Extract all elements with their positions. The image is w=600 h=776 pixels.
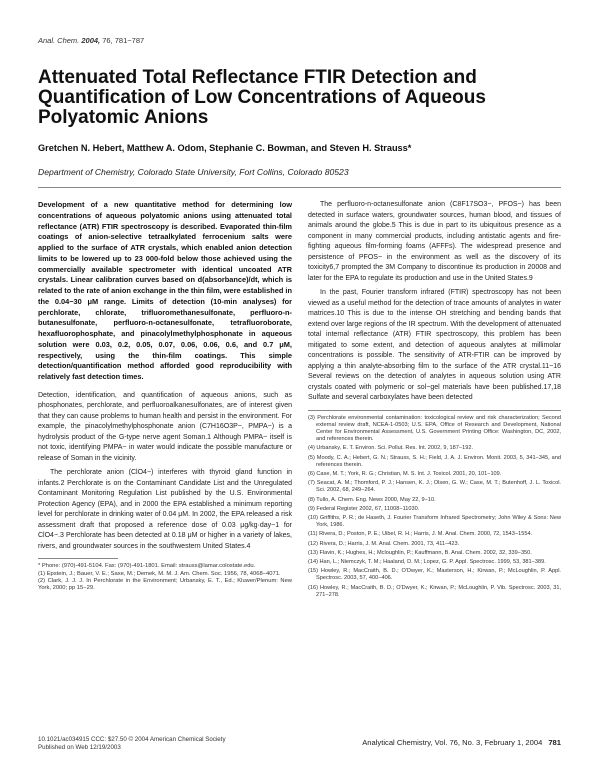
footer-citation: Analytical Chemistry, Vol. 76, No. 3, February 1, 2004 xyxy=(362,738,543,747)
reference-item: (14) Han, L.; Niemczyk, T. M.; Haaland, D. M.; Lopez, G. P. Appl. Spectrosc. 1999, 53, 381−389. xyxy=(308,558,546,565)
author-list: Gretchen N. Hebert, Matthew A. Odom, Stephanie C. Bowman, and Steven H. Strauss* xyxy=(38,143,412,153)
journal-volume-pages: 76, 781−787 xyxy=(102,36,145,45)
reference-item: (3) Perchlorate environmental contamination: toxicological review and risk characterization; Second external review draft, NCEA-1-0503; U.S. EPA, Office of Research and Development, National Center for Environmental Assessment, U.S. Government Printing Office: Washington, DC, 2002, and references therein. xyxy=(308,414,561,443)
right-column xyxy=(308,200,561,601)
page-number: 781 xyxy=(548,738,561,747)
abstract: Development of a new quantitative method for determining low concentrations of aqueous polyatomic anions using attenuated total reflectance (ATR) FTIR spectroscopy is described. Evaporated thin-film coatings of anion-selective tetraalkylated ferrocenium salts were applied to the surface of ATR crystals, which enabled anion detection limits to be lowered up to 23 000-fold below those achieved using the commercially available spectrometer with identical uncoated ATR crystals. Linear calibration curves based on d(absorbance)/dt, which is related to the rate of anion exchange in the thin film, were established in the 0.04−30 μM range. Limits of detection (10-min analyses) for perchlorate, chlorate, trifluoromethanesulfonate, perfluoro-n-butanesulfonate, perfluoro-n-octanesulfonate, tetrafluoroborate, hexafluorophosphate, and pinacolylmethylphosphonate in aqueous solution were 0.03, 0.2, 0.05, 0.07, 0.06, 0.06, 0.6, and 0.7 μM, respectively, using the thin-film coatings. This simple detection/quantification method afforded good reproducibility with relatively fast detection times. xyxy=(38,200,292,381)
reference-item: (10) Griffiths, P. R.; de Haseth, J. Fourier Transform Infrared Spectrometry; John Wiley & Sons: New York, 1986. xyxy=(308,514,561,529)
corresponding-author-footnote: * Phone: (970)-491-5104. Fax: (970)-491-1801. Email: strauss@lamar.colostate.edu. xyxy=(38,563,256,570)
body-paragraph: Detection, identification, and quantification of aqueous anions, such as phosphonates, perchlorate, and perfluoroalkanesulfonates, are of interest given that they can cause problems to human health and persist in the environment. For example, the pinacolylmethylphosphonate anion (C7H16O3P−, PMPA−) is a hydrolysis product of the G-type nerve agent Soman.1 Although PMPA− itself is not toxic, identifying PMPA− in water would indicate the possible manufacture or release of Soman in the vicinity. xyxy=(38,391,292,462)
reference-item: (6) Case, M. T.; York, R. G.; Christian, M. S. Int. J. Toxicol. 2001, 20, 101−109. xyxy=(308,470,502,477)
footnote-divider xyxy=(38,558,118,559)
journal-citation-header xyxy=(38,36,144,45)
page-footer xyxy=(330,738,561,747)
reference-item: (15) Howley, R.; MacCraith, B. D.; O'Dwyer, K.; Masterson, H.; Kirwan, P.; McLoughlin, P. Appl. Spectrosc. 2003, 57, 400−406. xyxy=(308,568,561,582)
references-divider xyxy=(308,410,561,411)
journal-name: Anal. Chem. xyxy=(38,36,80,45)
header-divider xyxy=(38,187,561,188)
reference-item: (16) Howley, R.; MacCraith, B. D.; O'Dwyer, K.; Kirwan, P.; McLoughlin, P. Vib. Spectrosc. 2003, 31, 271−278. xyxy=(308,584,561,598)
published-date: Published on Web 12/19/2003 xyxy=(38,744,121,751)
reference-item: (13) Flavin, K.; Hughes, H.; Mcloughlin, P.; Kauffmann, B. Anal. Chem. 2002, 32, 339−350. xyxy=(308,549,532,556)
reference-item: (9) Federal Register 2002, 67, 11008−11030. xyxy=(308,505,420,512)
reference-item: (5) Moody, C. A.; Hebert, G. N.; Strauss, S. H.; Field, J. A. J. Environ. Monit. 2003, 5, 341−345, and references therein. xyxy=(308,454,561,468)
reference-item: (4) Urbansky, E. T. Environ. Sci. Pollut. Res. Int. 2002, 9, 187−192. xyxy=(308,445,474,452)
reference-list xyxy=(308,415,561,599)
body-paragraph: The perfluoro-n-octanesulfonate anion (C8F17SO3−, PFOS−) has been detected in surface waters, groundwater sources, human blood, and tissues of animals around the globe.5 This is due in part to its ubiquitous presence as a component in many commercial products, including antistatic agents and fire-fighting aqueous film-forming foams (AFFFs). The widespread presence and persistence of PFOS− in the environment as well as the discovery of its toxicity6,7 prompted the 3M Company to discontinue its production in 20008 and later for the EPA to regulate its production and use in the United States.9 xyxy=(308,201,561,282)
left-column xyxy=(38,200,292,593)
body-paragraph: In the past, Fourier transform infrared (FTIR) spectroscopy has not been viewed as a useful method for the detection of trace amounts of analytes in water matrices.10 This is due to the intense OH stretching and bending bands that extend over large regions of the IR spectrum. With the development of attenuated total internal reflectance (ATR) FTIR spectroscopy, this problem has been mitigated to some extent, and detection of aqueous analytes at millimolar concentrations is possible. The sensitivity of ATR-FTIR can be improved by applying a thin analyte-absorbing film to the surface of the ATR crystal.11−16 Several reviews on the detection of analytes in aqueous solution using ATR crystals coated with polymeric or sol−gel materials have been published.17,18 Sulfate and several carboxylates have been detected xyxy=(308,289,561,401)
reference-item: (12) Rivera, D.; Harris, J. M. Anal. Chem. 2001, 73, 411−423. xyxy=(308,540,460,547)
article-title: Attenuated Total Reflectance FTIR Detection and Quantification of Low Concentrations of Aqueous Polyatomic Anions xyxy=(38,67,486,128)
body-paragraph: The perchlorate anion (ClO4−) interferes with thyroid gland function in infants.2 Perchlorate is on the Contaminant Candidate List and the Unregulated Contaminant Monitoring Regulation List published by the U.S. Environmental Protection Agency (EPA), and in 2000 the EPA established a minimum reporting level for perchlorate in drinking water of 0.04 μM. In 2002, the EPA released a risk assessment draft that proposed a reference dose of 0.03 μg/kg·day−1 for ClO4−.3 Perchlorate has been detected at 0.18 μM or higher in a variety of lakes, rivers, and groundwater sources in the southwestern United States.4 xyxy=(38,469,292,550)
reference-item: (1) Epstein, J.; Bauer, V. E.; Saxe, M.; Demek, M. M. J. Am. Chem. Soc. 1956, 78, 4068−4071. xyxy=(38,570,281,577)
reference-item: (7) Seacat, A. M.; Thomford, P. J.; Hansen, K. J.; Olsen, G. W.; Case, M. T.; Butenhoff, J. L. Toxicol. Sci. 2002, 68, 249−264. xyxy=(308,480,561,494)
author-affiliation: Department of Chemistry, Colorado State University, Fort Collins, Colorado 80523 xyxy=(38,167,349,177)
reference-item: (11) Rivera, D.; Poston, P. E.; Uibel, R. H.; Harris, J. M. Anal. Chem. 2000, 72, 1543−1554. xyxy=(308,531,533,538)
journal-year: 2004, xyxy=(81,36,101,45)
publication-info xyxy=(38,736,226,752)
doi-line: 10.1021/ac034915 CCC: $27.50 © 2004 American Chemical Society xyxy=(38,736,226,743)
reference-item: (8) Tullo, A. Chem. Eng. News 2000, May 22, 9−10. xyxy=(308,496,436,503)
reference-item: (2) Clark, J. J. J. In Perchlorate in the Environment; Urbansky, E. T., Ed.; Kluwer/Plenum: New York, 2000; pp 15−29. xyxy=(38,578,292,592)
